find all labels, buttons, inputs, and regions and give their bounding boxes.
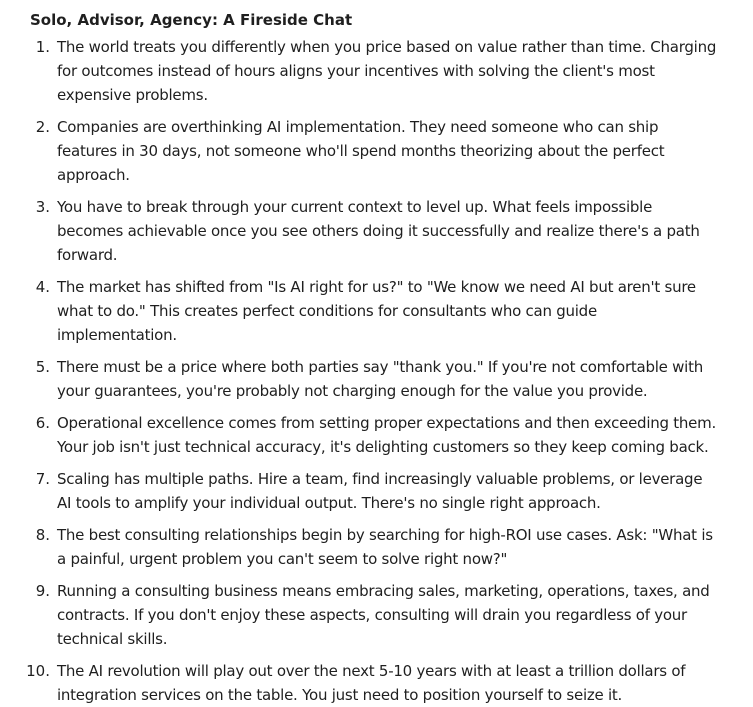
item-text: Companies are overthinking AI implementation. They need someone who can ship features in 30 days, not someone who'll spend months theorizing about the perfect approach. (57, 118, 665, 184)
item-number: 5. (35, 358, 50, 376)
item-text: There must be a price where both parties say "thank you." If you're not comfortable with your guarantees, you're probably not charging enough for the value you provide. (57, 358, 703, 400)
item-number: 7. (35, 470, 50, 488)
item-text: The world treats you differently when you price based on value rather than time. Charging for outcomes instead of hours aligns your incentives with solving the client's most expensive problems. (57, 38, 717, 104)
item-number: 10. (26, 662, 50, 680)
list-item (30, 275, 720, 347)
list-item (30, 523, 720, 571)
list-item (26, 659, 720, 707)
item-number: 6. (35, 414, 50, 432)
list-item (30, 467, 720, 515)
item-text: Running a consulting business means embracing sales, marketing, operations, taxes, and contracts. If you don't enjoy these aspects, consulting will drain you regardless of your technical skills. (57, 582, 710, 648)
takeaways-list (26, 35, 753, 707)
item-number: 9. (35, 582, 50, 600)
list-item (30, 35, 720, 107)
list-item (30, 115, 720, 187)
item-text: The market has shifted from "Is AI right for us?" to "We know we need AI but aren't sure what to do." This creates perfect conditions for consultants who can guide implementation. (57, 278, 696, 344)
list-item (30, 579, 720, 651)
item-number: 2. (35, 118, 50, 136)
list-item (30, 195, 720, 267)
item-text: Operational excellence comes from setting proper expectations and then exceeding them. Your job isn't just technical accuracy, it's delighting customers so they keep coming back. (57, 414, 717, 456)
item-number: 8. (35, 526, 50, 544)
item-text: The AI revolution will play out over the next 5-10 years with at least a trillion dollars of integration services on the table. You just need to position yourself to seize it. (57, 662, 686, 704)
list-item (30, 355, 720, 403)
item-number: 1. (35, 38, 50, 56)
item-text: Scaling has multiple paths. Hire a team, find increasingly valuable problems, or leverage AI tools to amplify your individual output. There's no single right approach. (57, 470, 703, 512)
item-number: 3. (35, 198, 50, 216)
item-number: 4. (35, 278, 50, 296)
item-text: The best consulting relationships begin by searching for high-ROI use cases. Ask: "What is a painful, urgent problem you can't seem to solve right now?" (57, 526, 713, 568)
document-title: Solo, Advisor, Agency: A Fireside Chat (30, 11, 353, 29)
list-item (30, 411, 720, 459)
item-text: You have to break through your current context to level up. What feels impossible becomes achievable once you see others doing it successfully and realize there's a path forward. (57, 198, 700, 264)
